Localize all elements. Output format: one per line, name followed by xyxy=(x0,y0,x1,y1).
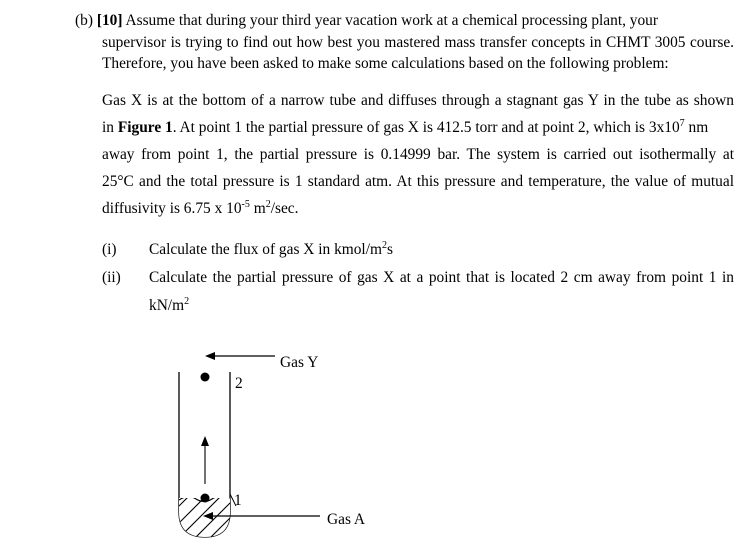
problem-text-5b: m xyxy=(249,200,266,217)
problem-text-1: Gas X is at the bottom of a narrow tube and diffuses through a stagnant gas Y in the tube as shown xyxy=(102,92,734,109)
part-text-ii-b: kN/m xyxy=(149,297,185,314)
problem-text-2c: nm xyxy=(684,119,709,136)
exponent: 7 xyxy=(679,117,685,129)
point-2-label: 2 xyxy=(235,375,243,392)
problem-text-4: 25°C and the total pressure is 1 standard atm. At this pressure and temperature, the value of mutual xyxy=(102,173,734,190)
exponent: -5 xyxy=(241,198,250,210)
part-number-i: (i) xyxy=(102,241,117,258)
problem-text-5c: /sec. xyxy=(270,200,299,217)
gas-y-label: Gas Y xyxy=(280,354,319,371)
exponent: 2 xyxy=(184,295,190,307)
question-intro-1: Assume that during your third year vacation work at a chemical processing plant, your xyxy=(125,12,659,29)
problem-text-2b: . At point 1 the partial pressure of gas X is 412.5 torr and at point 2, which is 3x10 xyxy=(172,119,680,136)
gas-a-label: Gas A xyxy=(327,511,366,528)
point-1-label: 1 xyxy=(234,492,242,509)
problem-text-2a: in xyxy=(102,119,114,136)
question-prefix: (b) xyxy=(75,12,93,29)
question-intro-3: Therefore, you have been asked to make some calculations based on the following problem: xyxy=(102,55,669,72)
problem-text-5a: diffusivity is 6.75 x 10 xyxy=(102,200,242,217)
point-2-dot xyxy=(201,373,210,382)
exponent: 2 xyxy=(381,239,387,251)
question-intro-2: supervisor is trying to find out how best you mastered mass transfer concepts in CHMT 3005 course. xyxy=(102,34,734,51)
exponent: 2 xyxy=(265,198,271,210)
part-text-ii-a: Calculate the partial pressure of gas X at a point that is located 2 cm away from point 1 in xyxy=(149,269,734,286)
part-text-i-b: s xyxy=(386,241,393,258)
diffusion-arrow xyxy=(201,436,209,484)
gas-y-arrow xyxy=(205,352,275,360)
point-1-dot xyxy=(201,494,210,503)
problem-text-3: away from point 1, the partial pressure is 0.14999 bar. The system is carried out isothermally at xyxy=(102,146,734,163)
figure-reference: Figure 1 xyxy=(117,119,173,136)
part-text-i-a: Calculate the flux of gas X in kmol/m xyxy=(149,241,382,258)
question-marks: [10] xyxy=(96,12,123,29)
part-number-ii: (ii) xyxy=(102,269,121,286)
